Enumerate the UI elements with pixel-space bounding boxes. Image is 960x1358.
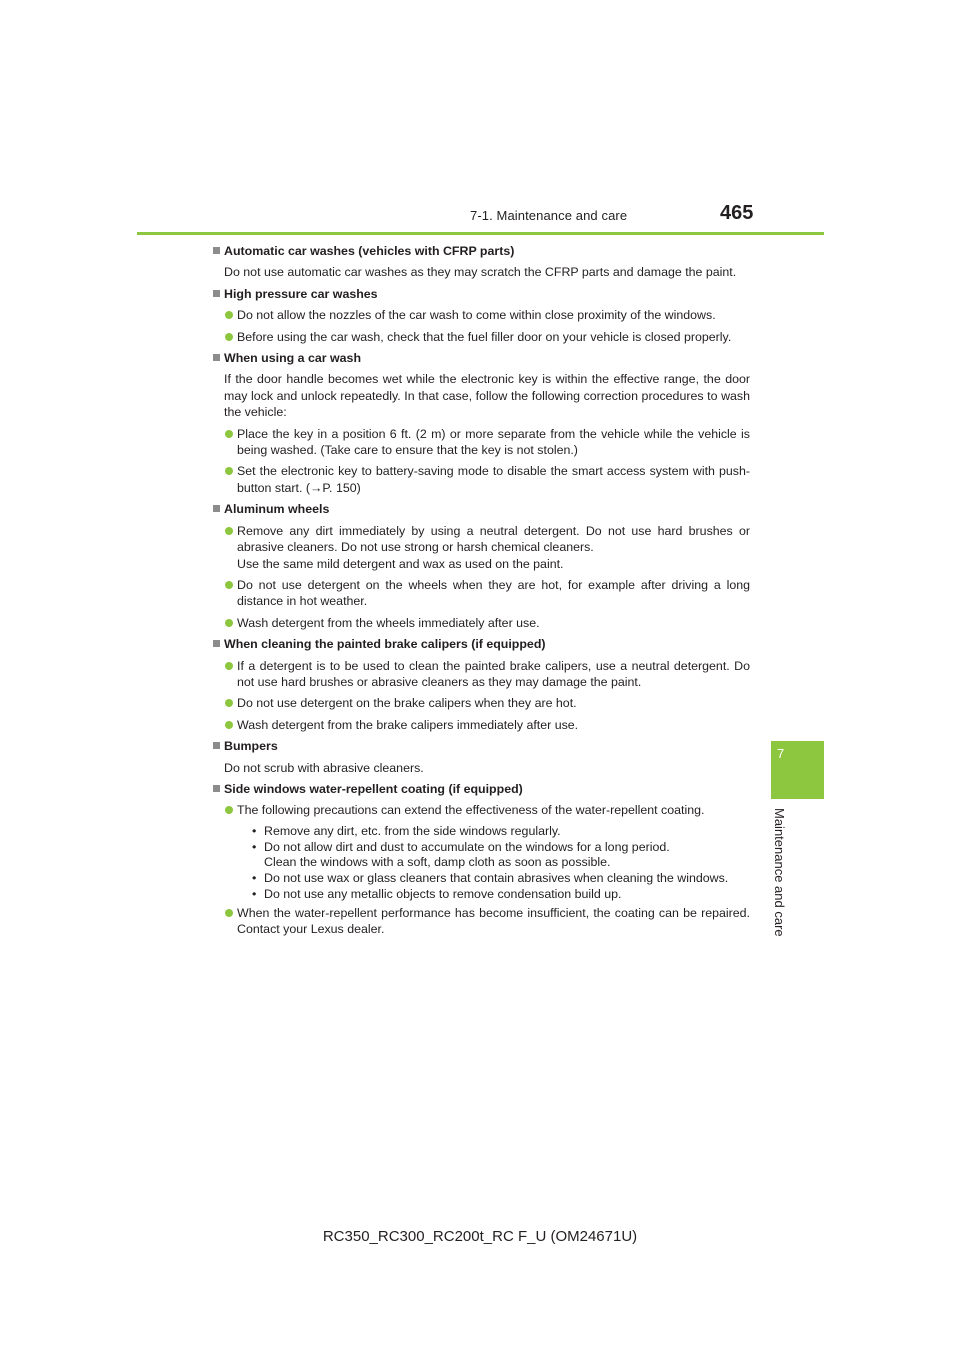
sub-list bbox=[213, 824, 750, 903]
section-high-pressure-car-washes bbox=[213, 286, 750, 345]
bullet-item: Do not use detergent on the brake calipers when they are hot. bbox=[213, 695, 750, 711]
section-title: 7-1. Maintenance and care bbox=[470, 208, 628, 223]
bullet-item: When the water-repellent performance has become insufficient, the coating can be repaired. Contact your Lexus dealer. bbox=[213, 905, 750, 938]
bullet-item: Do not use detergent on the wheels when they are hot, for example after driving a long distance in hot weather. bbox=[213, 577, 750, 610]
page-content bbox=[213, 243, 750, 943]
bullet-item bbox=[213, 523, 750, 572]
section-paragraph: If the door handle becomes wet while the electronic key is within the effective range, the door may lock and unlock repeatedly. In that case, follow the following correction procedures to wash the vehicle: bbox=[224, 372, 750, 420]
chapter-number: 7 bbox=[777, 746, 785, 761]
section-paragraph: Do not use automatic car washes as they may scratch the CFRP parts and damage the paint. bbox=[224, 265, 737, 280]
bullet-item: If a detergent is to be used to clean the painted brake calipers, use a neutral detergent. Do not use hard brushes or abrasive cleaners as they may damage the paint. bbox=[213, 658, 750, 691]
bullet-extra-text: Use the same mild detergent and wax as used on the paint. bbox=[237, 556, 564, 571]
bullet-item: Do not allow the nozzles of the car wash to come within close proximity of the windows. bbox=[213, 307, 750, 323]
page-number: 465 bbox=[720, 202, 754, 224]
bullet-item: Wash detergent from the wheels immediately after use. bbox=[213, 615, 750, 631]
chapter-title: Maintenance and care bbox=[772, 808, 787, 937]
sub-item-extra-text: Clean the windows with a soft, damp cloth as soon as possible. bbox=[264, 855, 611, 870]
sub-item: • Remove any dirt, etc. from the side windows regularly. bbox=[250, 824, 750, 840]
bullet-item: Before using the car wash, check that the fuel filler door on your vehicle is closed properly. bbox=[213, 329, 750, 345]
bullet-item: Set the electronic key to battery-saving mode to disable the smart access system with push-button start. (→P. 150) bbox=[213, 463, 750, 496]
section-heading: Aluminum wheels bbox=[213, 501, 750, 517]
section-heading: When using a car wash bbox=[213, 350, 750, 366]
sub-item-text: • Do not allow dirt and dust to accumulate on the windows for a long period. bbox=[264, 839, 670, 854]
bullet-item: The following precautions can extend the effectiveness of the water-repellent coating. bbox=[213, 802, 750, 818]
sub-item: • Do not use wax or glass cleaners that contain abrasives when cleaning the windows. bbox=[250, 871, 750, 887]
section-paragraph: Do not scrub with abrasive cleaners. bbox=[224, 760, 424, 775]
footer-model-code: RC350_RC300_RC200t_RC F_U (OM24671U) bbox=[322, 1228, 638, 1245]
section-heading: High pressure car washes bbox=[213, 286, 750, 302]
section-water-repellent-coating bbox=[213, 781, 750, 938]
chapter-side-label bbox=[772, 808, 792, 958]
bullet-text: Remove any dirt immediately by using a neutral detergent. Do not use hard brushes or abrasive cleaners. Do not use strong or harsh chemical cleaners. bbox=[237, 523, 750, 555]
section-when-using-car-wash bbox=[213, 350, 750, 496]
section-bumpers bbox=[213, 738, 750, 776]
chapter-tab bbox=[771, 741, 824, 799]
header-rule bbox=[137, 232, 824, 235]
sub-item bbox=[250, 840, 750, 872]
bullet-item: Place the key in a position 6 ft. (2 m) or more separate from the vehicle while the vehicle is being washed. (Take care to ensure that the key is not stolen.) bbox=[213, 426, 750, 459]
sub-item: • Do not use any metallic objects to remove condensation build up. bbox=[250, 887, 750, 903]
bullet-item: Wash detergent from the brake calipers immediately after use. bbox=[213, 717, 750, 733]
section-heading: When cleaning the painted brake calipers (if equipped) bbox=[213, 636, 750, 652]
section-heading: Automatic car washes (vehicles with CFRP parts) bbox=[213, 243, 750, 259]
section-aluminum-wheels bbox=[213, 501, 750, 631]
section-heading: Side windows water-repellent coating (if equipped) bbox=[213, 781, 750, 797]
section-heading: Bumpers bbox=[213, 738, 750, 754]
section-automatic-car-washes bbox=[213, 243, 750, 281]
section-painted-brake-calipers bbox=[213, 636, 750, 733]
